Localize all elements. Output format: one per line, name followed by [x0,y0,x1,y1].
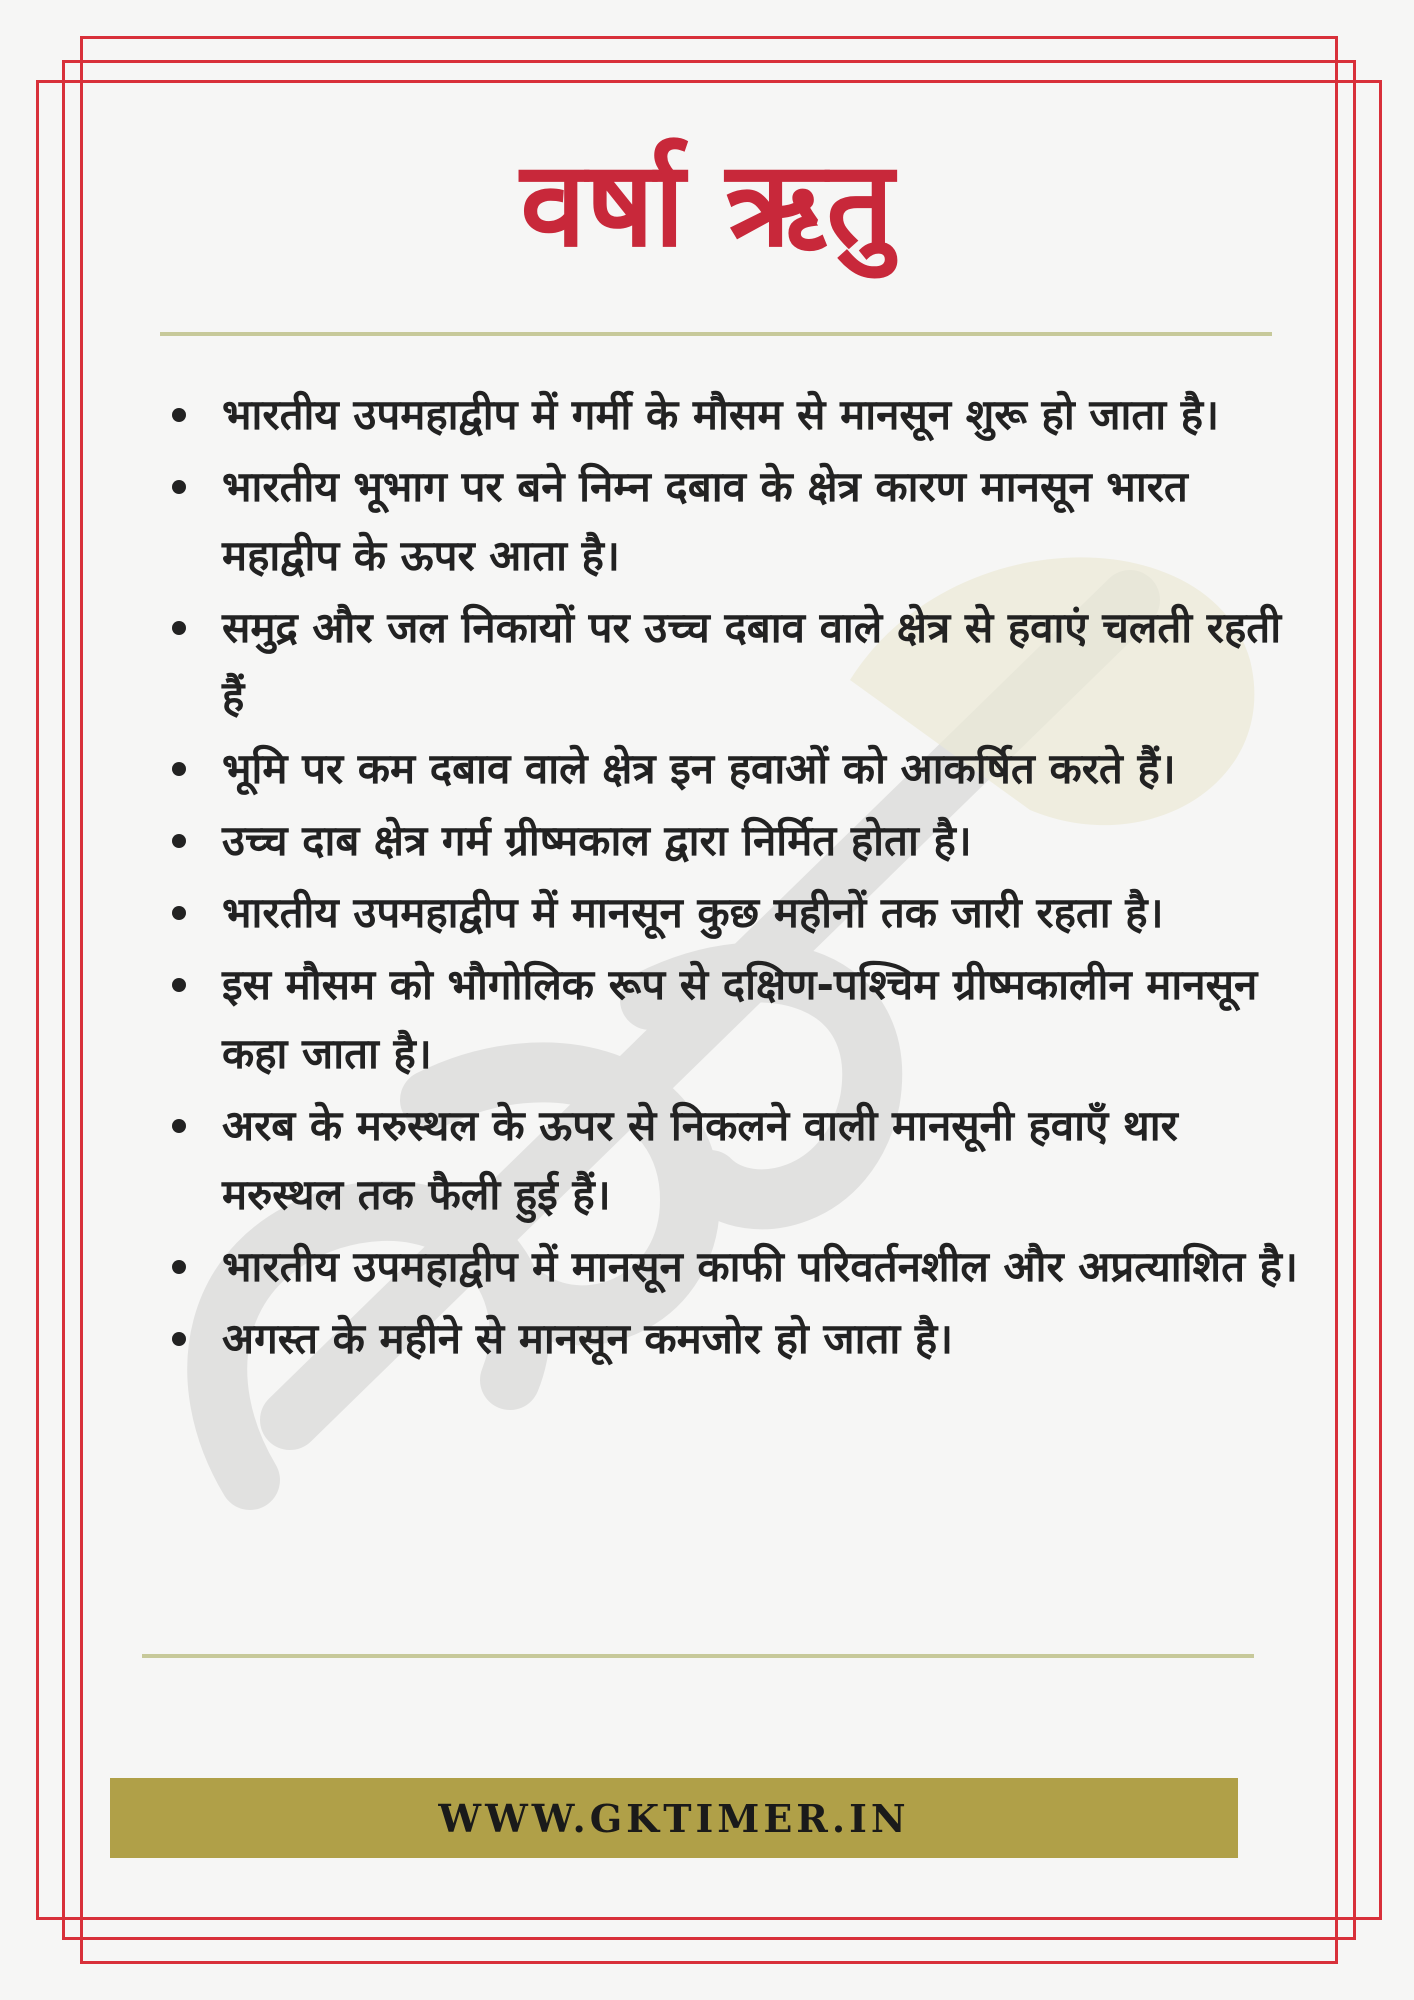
bullet-dot-icon [172,1119,186,1133]
points-list [160,380,1300,1376]
bullet-dot-icon [172,762,186,776]
website-link[interactable]: WWW.GKTIMER.IN [438,1795,910,1841]
point-text: उच्च दाब क्षेत्र गर्म ग्रीष्मकाल द्वारा निर्मित होता है। [222,816,972,865]
bullet-dot-icon [172,906,186,920]
point-text: भूमि पर कम दबाव वाले क्षेत्र इन हवाओं को आकर्षित करते हैं। [222,744,1176,793]
content-divider [142,1654,1254,1658]
point-text: भारतीय भूभाग पर बने निम्न दबाव के क्षेत्र कारण मानसून भारत महाद्वीप के ऊपर आता है। [222,462,1188,580]
list-item [160,806,1300,875]
point-text: इस मौसम को भौगोलिक रूप से दक्षिण-पश्चिम ग्रीष्मकालीन मानसून कहा जाता है। [222,960,1258,1078]
bullet-dot-icon [172,480,186,494]
list-item [160,734,1300,803]
list-item [160,452,1300,590]
title-divider [160,332,1272,336]
list-item [160,1304,1300,1373]
list-item [160,1232,1300,1301]
bullet-dot-icon [172,621,186,635]
list-item [160,1091,1300,1229]
bullet-dot-icon [172,1332,186,1346]
bullet-dot-icon [172,1260,186,1274]
footer-website-banner [110,1778,1238,1858]
page-title: वर्षा ऋतु [520,135,894,273]
list-item [160,593,1300,731]
bullet-dot-icon [172,408,186,422]
bullet-dot-icon [172,834,186,848]
point-text: अरब के मरुस्थल के ऊपर से निकलने वाली मानसूनी हवाएँ थार मरुस्थल तक फैली हुई हैं। [222,1101,1178,1219]
point-text: अगस्त के महीने से मानसून कमजोर हो जाता है। [222,1314,954,1363]
point-text: भारतीय उपमहाद्वीप में गर्मी के मौसम से मानसून शुरू हो जाता है। [222,390,1220,439]
list-item [160,380,1300,449]
bullet-dot-icon [172,978,186,992]
list-item [160,950,1300,1088]
point-text: समुद्र और जल निकायों पर उच्च दबाव वाले क्षेत्र से हवाएं चलती रहती हैं [222,603,1282,721]
point-text: भारतीय उपमहाद्वीप में मानसून कुछ महीनों तक जारी रहता है। [222,888,1164,937]
list-item [160,878,1300,947]
point-text: भारतीय उपमहाद्वीप में मानसून काफी परिवर्तनशील और अप्रत्याशित है। [222,1242,1298,1291]
